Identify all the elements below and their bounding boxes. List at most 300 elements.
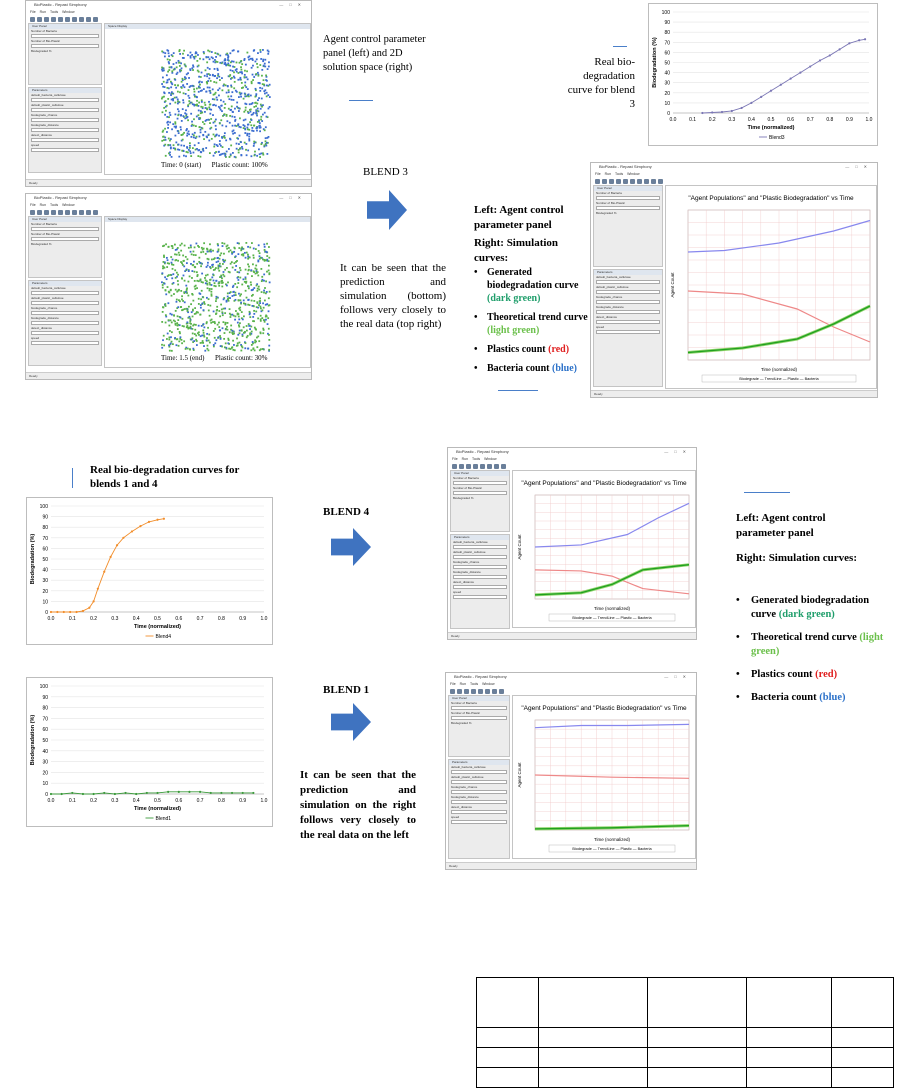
agent [236,68,238,70]
agent [213,311,215,313]
agent [248,287,250,289]
agent [161,272,163,274]
agent [201,273,203,275]
agent [216,144,218,146]
agent [256,126,258,128]
agent [239,62,241,64]
chart-panel[interactable] [512,470,696,628]
agent [268,66,270,68]
agent [220,105,222,107]
data-point [809,65,811,67]
agent [213,134,215,136]
y-tick-label: 10 [664,100,670,107]
parameters-panel[interactable]: Parameters default_bacteria_cellulose default_plastic_cellulose biodegrade_chance biodegrade_distance detect_distance speed [450,534,510,629]
agent [167,124,169,126]
agent [263,145,265,147]
data-point [178,791,180,793]
agent [202,121,204,123]
parameters-panel[interactable]: Parameters default_bacteria_cellulose default_plastic_cellulose biodegrade_chance biodegrade_distance detect_distance speed [28,87,102,173]
agent [268,310,270,312]
agent [174,123,176,125]
agent [228,251,230,253]
agent [227,96,229,98]
agent [170,289,172,291]
agent [176,96,178,98]
chart-blend1 [27,678,272,826]
agent [237,79,239,81]
agent [222,245,224,247]
legend-label: Blend1 [155,816,172,822]
agent [221,242,223,244]
agent [167,302,169,304]
agent [249,55,251,57]
agent [262,328,264,330]
agent [253,145,255,147]
agent [209,152,211,154]
data-point [220,792,222,794]
parameters-panel[interactable]: Parameters default_bacteria_cellulose default_plastic_cellulose biodegrade_chance biodegrade_distance detect_distance speed [593,269,663,387]
agent [190,136,192,138]
agent [229,138,231,140]
agent [181,120,183,122]
x-tick-label: 0.7 [196,616,204,622]
data-point [701,112,703,114]
arrow-down-icon [72,468,73,488]
agent [250,326,252,328]
agent [260,108,262,110]
agent [229,156,231,158]
agent [233,333,235,335]
agent [233,87,235,89]
agent [258,125,260,127]
agent [211,138,213,140]
agent [258,82,260,84]
agent [207,258,209,260]
agent [205,107,207,109]
y-tick-label: 20 [664,90,670,97]
agent [185,285,187,287]
agent [255,93,257,95]
agent [269,291,271,293]
parameters-panel[interactable]: Parameters default_bacteria_cellulose default_plastic_cellulose biodegrade_chance biodegrade_distance detect_distance speed [28,280,102,366]
agent [256,58,258,60]
data-point [69,611,71,613]
parameters-panel[interactable]: Parameters default_bacteria_cellulose default_plastic_cellulose biodegrade_chance biodegrade_distance detect_distance speed [448,759,510,859]
agent [166,116,168,118]
agent [264,63,266,65]
agent [223,308,225,310]
agent [162,86,164,88]
agent [202,296,204,298]
y-tick-label: 80 [664,30,670,37]
agent [221,286,223,288]
agent [208,298,210,300]
agent [177,315,179,317]
agent [259,153,261,155]
agent [244,331,246,333]
agent [214,68,216,70]
toolbar[interactable] [448,462,696,470]
agent [212,114,214,116]
menu-bar[interactable]: File Run Tools Window [452,457,497,461]
agent [163,136,165,138]
agent [209,290,211,292]
agent [220,145,222,147]
agent [170,274,172,276]
agent [247,335,249,337]
agent [177,284,179,286]
window-controls[interactable]: —□✕ [664,674,692,679]
agent [165,110,167,112]
agent [209,284,211,286]
agent [187,310,189,312]
display-tab[interactable]: Space Display [105,217,310,222]
data-point [114,793,116,795]
agent [232,267,234,269]
agent [251,331,253,333]
agent [235,310,237,312]
menu-bar[interactable]: File Run Tools Window [595,172,640,176]
x-tick-label: 0.3 [728,117,736,123]
agent [167,71,169,73]
agent [262,152,264,154]
agent [258,148,260,150]
agent [168,52,170,54]
agent [164,52,166,54]
agent [247,88,249,90]
agent [217,73,219,75]
agent [241,63,243,65]
agent [184,76,186,78]
agent [248,124,250,126]
parameters-header: Parameters [594,270,662,275]
agent [186,146,188,148]
agent [192,316,194,318]
agent [269,304,271,306]
agent [250,124,252,126]
data-table [476,977,894,1085]
window-controls[interactable]: —□✕ [279,195,307,200]
agent [177,130,179,132]
x-axis-label: Time (normalized) [134,806,181,812]
agent [264,246,266,248]
agent [256,346,258,348]
agent [173,52,175,54]
agent [238,152,240,154]
agent [172,123,174,125]
agent [228,247,230,249]
x-tick-label: 0.2 [708,117,716,123]
blend1-arrow-icon [331,703,371,741]
agent [183,291,185,293]
agent [204,104,206,106]
agent [210,291,212,293]
agent [190,245,192,247]
agent [172,55,174,57]
agent [253,287,255,289]
agent [170,336,172,338]
agent [178,340,180,342]
agent [177,324,179,326]
data-point [56,611,58,613]
agent [221,277,223,279]
agent [234,292,236,294]
agent [253,143,255,145]
agent [197,54,199,56]
menu-bar[interactable]: File Run Tools Window [450,682,495,686]
agent [221,89,223,91]
toolbar[interactable] [446,687,696,695]
agent [168,325,170,327]
display-tab[interactable]: Space Display [105,24,310,29]
data-point [188,791,190,793]
toolbar[interactable] [26,15,311,23]
agent [239,71,241,73]
agent [198,110,200,112]
agent [203,334,205,336]
toolbar[interactable] [26,208,311,216]
agent [207,274,209,276]
agent [220,154,222,156]
agent [178,110,180,112]
agent [188,316,190,318]
agent [169,114,171,116]
agent [177,290,179,292]
agent [176,338,178,340]
agent [214,342,216,344]
agent [176,301,178,303]
agent [262,348,264,350]
y-tick-label: 60 [42,546,48,553]
agent [240,269,242,271]
x-axis-label: Time (normalized) [760,367,798,372]
agent [187,54,189,56]
agent [190,85,192,87]
agent [194,132,196,134]
agent [224,324,226,326]
agent [241,329,243,331]
agent [190,155,192,157]
agent [194,288,196,290]
window-controls[interactable]: —□✕ [279,2,307,7]
x-tick-label: 0.4 [132,798,140,804]
toolbar[interactable] [591,177,877,185]
agent [237,123,239,125]
agent [255,311,257,313]
y-tick-label: 100 [661,10,670,16]
agent [251,344,253,346]
agent [163,261,165,263]
agent [233,49,235,51]
agent [257,271,259,273]
window-controls[interactable]: —□✕ [845,164,873,169]
agent [208,349,210,351]
agent [223,275,225,277]
agent [223,271,225,273]
agent [164,144,166,146]
agent [255,273,257,275]
agent [206,339,208,341]
agent [266,243,268,245]
agent [248,323,250,325]
agent [215,135,217,137]
agent [211,276,213,278]
agent [203,248,205,250]
menu-bar[interactable]: File Run Tools Window [30,203,75,207]
agent [165,322,167,324]
agent [190,246,192,248]
agent [220,304,222,306]
agent [170,94,172,96]
agent [165,100,167,102]
y-axis-label: Biodegradation (%) [30,714,36,766]
data-point [864,38,866,40]
agent [200,279,202,281]
agent [163,81,165,83]
agent [262,259,264,261]
agent [234,125,236,127]
agent [239,267,241,269]
agent [229,308,231,310]
agent [200,251,202,253]
y-tick-label: 50 [664,60,670,67]
agent [248,140,250,142]
agent [213,104,215,106]
agent [266,251,268,253]
agent [225,125,227,127]
agent [234,81,236,83]
agent [205,147,207,149]
agent [192,348,194,350]
agent [196,148,198,150]
agent [267,317,269,319]
agent [244,125,246,127]
agent [188,247,190,249]
agent [263,243,265,245]
agent [266,116,268,118]
data-point [63,611,65,613]
agent [203,138,205,140]
agent [182,325,184,327]
user-panel: User Panel Number of Bacteria Number of Bio-Plastic Biodegraded % [28,216,102,278]
agent [239,322,241,324]
agent [191,311,193,313]
agent [194,329,196,331]
agent [172,273,174,275]
chart-panel[interactable] [665,185,877,389]
agent [198,102,200,104]
agent [246,134,248,136]
agent [214,282,216,284]
data-point [167,791,169,793]
status-bar: Ready [448,632,696,639]
agent [253,257,255,259]
agent [207,56,209,58]
agent [221,77,223,79]
agent [250,284,252,286]
agent [225,139,227,141]
display-panel[interactable] [104,23,311,175]
y-tick-label: 90 [42,514,48,521]
agent [224,312,226,314]
agent [260,268,262,270]
agent [174,244,176,246]
agent [176,254,178,256]
agent [219,254,221,256]
agent [265,75,267,77]
menu-bar[interactable]: File Run Tools Window [30,10,75,14]
agent [181,87,183,89]
agent [198,65,200,67]
agent [178,50,180,52]
agent [214,52,216,54]
data-point [93,600,95,602]
display-panel[interactable] [104,216,311,368]
chart-panel[interactable] [512,695,696,859]
agent [219,276,221,278]
agent [203,88,205,90]
agent [253,347,255,349]
agent [255,112,257,114]
agent [162,111,164,113]
window-controls[interactable]: —□✕ [664,449,692,454]
y-axis-label: Biodegradation (%) [652,37,658,88]
agent [238,72,240,74]
agent [198,81,200,83]
agent [261,69,263,71]
agent [231,330,233,332]
agent [211,319,213,321]
agent [205,56,207,58]
agent [217,260,219,262]
agent [262,83,264,85]
agent [183,340,185,342]
agent [265,280,267,282]
agent [264,112,266,114]
agent [262,59,264,61]
agent [220,275,222,277]
agent [169,144,171,146]
agent [166,131,168,133]
agent [222,327,224,329]
agent [251,155,253,157]
blend3-bullets: • Generated biodegradation curve (dark green) • Theoretical trend curve (light green) • Plastics count (red) • Bacteria count (blue) [474,267,588,374]
agent [188,133,190,135]
agent [266,95,268,97]
agent [223,253,225,255]
y-tick-label: 70 [664,40,670,47]
agent [246,70,248,72]
agent [239,342,241,344]
agent [185,109,187,111]
agent [167,81,169,83]
agent [204,123,206,125]
agent [242,148,244,150]
agent [180,317,182,319]
agent [245,109,247,111]
agent [196,280,198,282]
agent [201,128,203,130]
agent [242,255,244,257]
agent [213,330,215,332]
agent [268,339,270,341]
agent [165,243,167,245]
agent [181,278,183,280]
table-cell [832,978,894,1028]
agent [167,144,169,146]
agent [167,127,169,129]
agent [232,286,234,288]
